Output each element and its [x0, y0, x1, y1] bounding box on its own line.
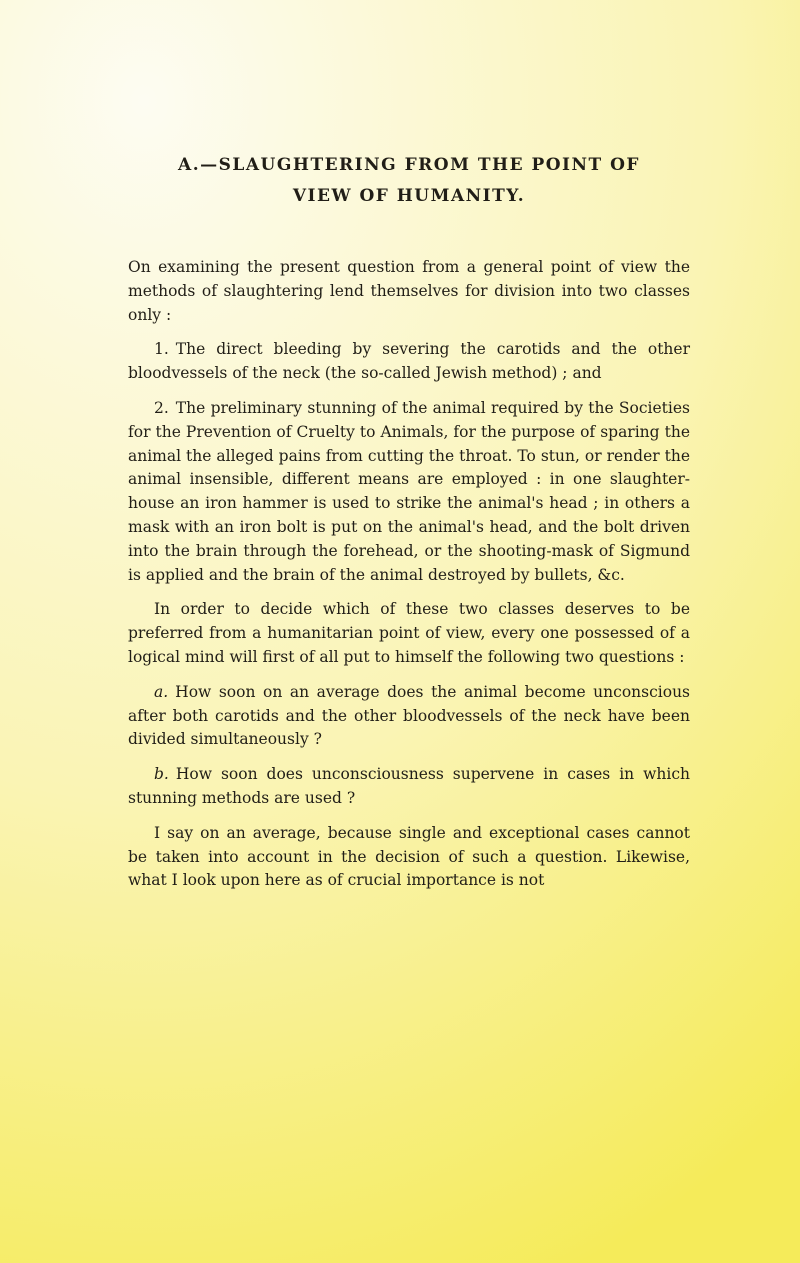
question-item-b-letter: b.	[154, 765, 169, 784]
list-item-1-text: The direct bleeding by severing the carotids and the other bloodvessels of the neck (the so-called Jewish method) ; and	[128, 340, 690, 383]
paragraph-intro: On examining the present question from a general point of view the methods of slaughtering lend themselves for division into two classes only :	[128, 258, 690, 324]
question-item-a-text: How soon on an average does the animal become unconscious after both carotids and the other bloodvessels of the neck have been divided simultaneously ?	[128, 682, 690, 749]
question-item-a	[128, 681, 690, 752]
section-heading-line2: VIEW OF HUMANITY.	[292, 186, 526, 206]
question-item-b-text: How soon does unconsciousness supervene in cases in which stunning methods are used ?	[128, 765, 690, 807]
paragraph-questions-intro: In order to decide which of these two classes deserves to be preferred from a humanitarian point of view, every one possessed of a logical mind will first of all put to himself the following two questions :	[128, 600, 690, 666]
list-item-1	[128, 338, 690, 386]
list-item-2	[128, 397, 690, 587]
section-heading-line1: A.—SLAUGHTERING FROM THE POINT OF	[178, 155, 640, 175]
paragraph-closing: I say on an average, because single and exceptional cases cannot be taken into account in the decision of such a question. Likewise, what I look upon here as of crucial importance is not	[128, 823, 690, 890]
list-item-1-number: 1.	[154, 340, 169, 359]
question-item-a-letter: a.	[154, 682, 169, 701]
question-item-b	[128, 763, 690, 811]
section-heading	[128, 150, 690, 212]
list-item-2-text: The preliminary stunning of the animal required by the Societies for the Prevention of Cruelty to Animals, for the purpose of sparing the animal the alleged pains from cutting the throat. To stun, or render the animal insensible, different means are employed : in one slaughter-house an iron hammer is used to strike the animal's head ; in others a mask with an iron bolt is put on the animal's head, and the bolt driven into the brain through the forehead, or the shooting-mask of Sigmund is applied and the brain of the animal destroyed by bullets, &c.	[128, 398, 690, 584]
list-item-2-number: 2.	[154, 398, 169, 417]
